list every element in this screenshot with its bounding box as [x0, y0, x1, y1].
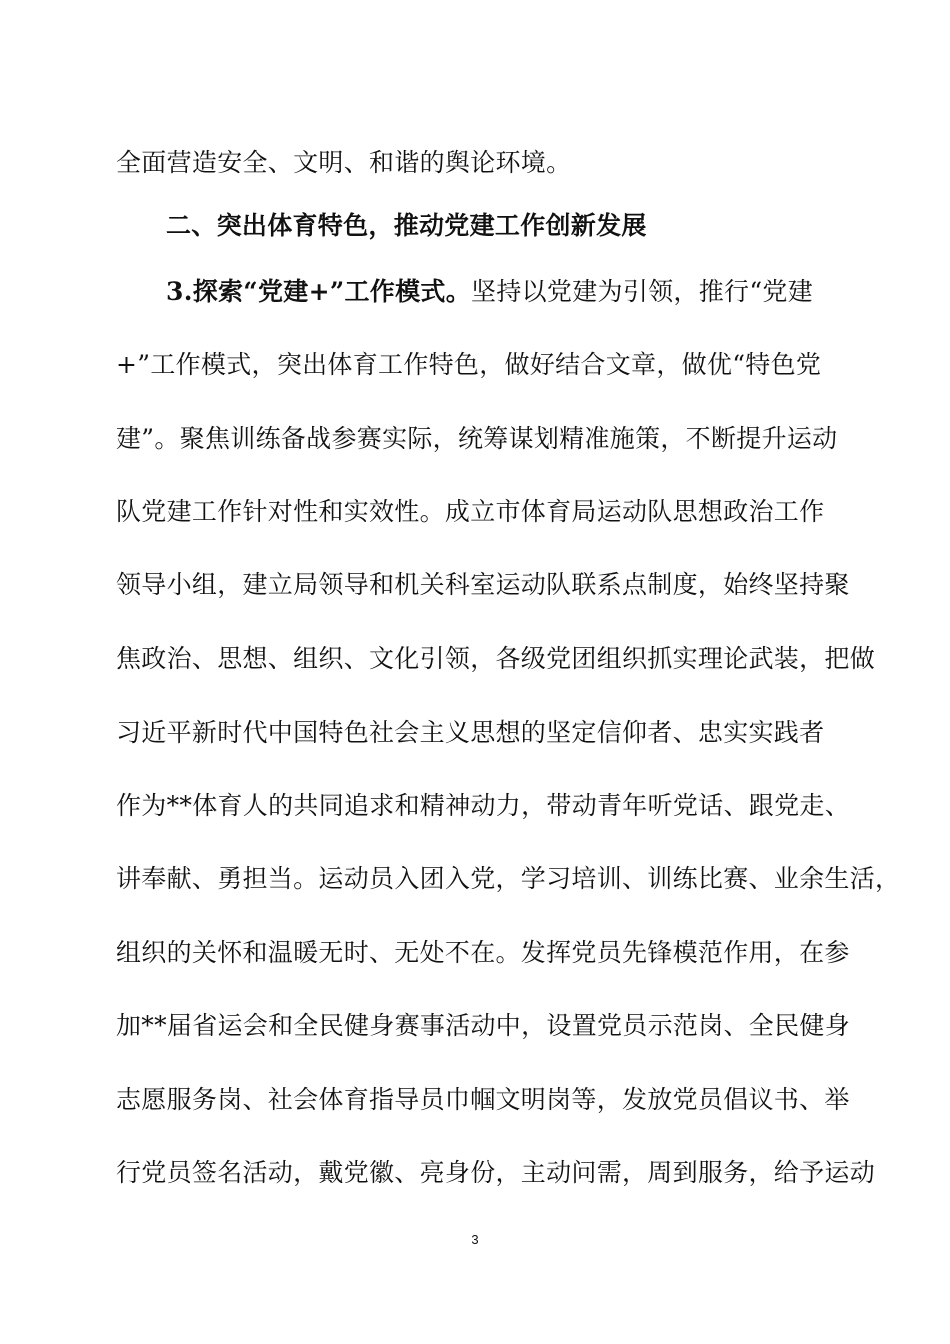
paragraph-line-6: 领导小组，建立局领导和机关科室运动队联系点制度，始终坚持聚: [116, 570, 850, 599]
paragraph-text: 坚持以党建为引领，推行“党建: [471, 277, 813, 306]
paragraph-line-2: [166, 277, 906, 307]
paragraph-line-13: 志愿服务岗、社会体育指导员巾帼文明岗等，发放党员倡议书、举: [116, 1085, 850, 1114]
paragraph-line-3: +”工作模式，突出体育工作特色，做好结合文章，做优“特色党: [116, 350, 822, 379]
paragraph-line-8: 习近平新时代中国特色社会主义思想的坚定信仰者、忠实实践者: [116, 718, 825, 747]
paragraph-line-7: 焦政治、思想、组织、文化引领，各级党团组织抓实理论武装，把做: [116, 644, 876, 673]
paragraph-line-5: 队党建工作针对性和实效性。成立市体育局运动队思想政治工作: [116, 497, 825, 526]
paragraph-line-10: 讲奉献、勇担当。运动员入团入党，学习培训、训练比赛、业余生活，: [116, 864, 901, 893]
paragraph-line-1: 全面营造安全、文明、和谐的舆论环境。: [116, 148, 572, 177]
paragraph-line-4: 建”。聚焦训练备战参赛实际，统筹谋划精准施策，不断提升运动: [116, 424, 838, 453]
page-number: 3: [471, 1232, 479, 1247]
paragraph-line-9: 作为**体育人的共同追求和精神动力，带动青年听党话、跟党走、: [116, 791, 851, 820]
section-heading: 二、突出体育特色，推动党建工作创新发展: [166, 211, 647, 240]
paragraph-line-11: 组织的关怀和温暖无时、无处不在。发挥党员先锋模范作用，在参: [116, 938, 850, 967]
subsection-heading: 3.探索“党建+”工作模式。: [166, 277, 472, 306]
paragraph-line-12: 加**届省运会和全民健身赛事活动中，设置党员示范岗、全民健身: [116, 1011, 851, 1040]
paragraph-line-14: 行党员签名活动，戴党徽、亮身份，主动问需，周到服务，给予运动: [116, 1158, 876, 1187]
